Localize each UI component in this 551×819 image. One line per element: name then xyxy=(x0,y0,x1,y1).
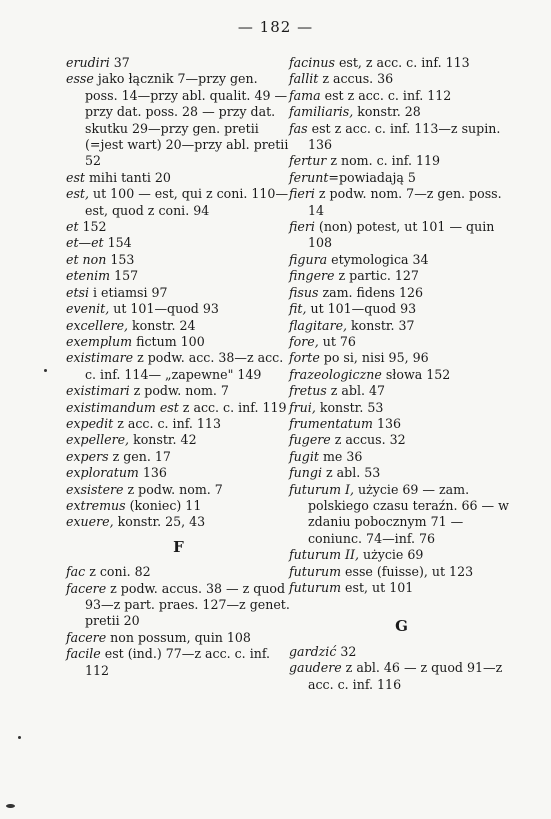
entry-headword: futurum I, xyxy=(289,481,354,497)
index-entry xyxy=(289,644,514,660)
index-entry xyxy=(289,219,514,252)
entry-headword: exemplum xyxy=(66,333,133,349)
entry-references: 32 xyxy=(336,643,357,659)
entry-references: z accus. 36 xyxy=(318,71,394,87)
entry-references: z accus. 32 xyxy=(330,432,406,448)
entry-headword: etsi xyxy=(66,284,90,300)
index-entry xyxy=(289,318,514,334)
index-entry xyxy=(289,121,514,154)
entry-references: konstr. 28 xyxy=(353,104,421,120)
entry-references: z gen. 17 xyxy=(108,448,171,464)
entry-references: użycie 69 xyxy=(358,547,424,563)
entry-headword: fugere xyxy=(289,432,331,448)
entry-references: słowa 152 xyxy=(381,366,451,382)
print-speck xyxy=(6,804,15,808)
entry-references: etymologica 34 xyxy=(327,251,429,267)
index-entry xyxy=(289,547,514,563)
entry-references: est (ind.) 77—z acc. c. inf. 112 xyxy=(85,646,271,678)
entry-references: konstr. 37 xyxy=(347,317,415,333)
entry-headword: fretus xyxy=(289,383,327,399)
entry-references: po si, nisi 95, 96 xyxy=(319,350,429,366)
entry-references: zam. fidens 126 xyxy=(318,284,424,300)
entry-headword: est xyxy=(66,169,85,185)
index-list-f-cont xyxy=(289,55,514,596)
entry-headword: fieri xyxy=(289,186,315,202)
entry-headword: facile xyxy=(66,646,101,662)
entry-references: z podw. nom. 7—z gen. poss. 14 xyxy=(308,186,502,218)
entry-headword: fisus xyxy=(289,284,319,300)
index-entry xyxy=(289,350,514,366)
entry-headword: gardzić xyxy=(289,643,337,659)
index-entry xyxy=(289,285,514,301)
entry-headword: est, xyxy=(66,186,89,202)
entry-references: non possum, quin 108 xyxy=(106,629,251,645)
entry-references: 136 xyxy=(372,415,402,431)
entry-headword: erudiri xyxy=(66,55,110,70)
index-entry xyxy=(66,285,291,301)
index-entry xyxy=(289,268,514,284)
index-entry xyxy=(66,55,291,71)
entry-references: konstr. 42 xyxy=(129,432,197,448)
entry-references: z nom. c. inf. 119 xyxy=(326,153,441,169)
entry-headword: exuere, xyxy=(66,514,114,530)
entry-headword: expers xyxy=(66,448,109,464)
index-entry xyxy=(66,449,291,465)
entry-headword: futurum xyxy=(289,580,342,595)
entry-references: est, ut 101 xyxy=(341,580,414,595)
index-entry xyxy=(289,416,514,432)
index-entry xyxy=(66,432,291,448)
entry-references: 136 xyxy=(138,465,167,481)
entry-headword: fingere xyxy=(289,268,335,284)
entry-headword: existimandum est xyxy=(66,399,179,415)
entry-references: z podw. accus. 38 — z quod 93—z part. praes. 127—z genet. pretii 20 xyxy=(85,580,290,629)
index-entry xyxy=(66,482,291,498)
entry-references: fictum 100 xyxy=(132,333,205,349)
entry-headword: ferunt xyxy=(289,169,329,185)
entry-headword: existimare xyxy=(66,350,134,366)
entry-references: est z acc. c. inf. 113—z supin. 136 xyxy=(307,120,501,153)
entry-headword: fit, xyxy=(289,301,307,317)
index-entry xyxy=(289,71,514,87)
entry-references: jako łącznik 7—przy gen. poss. 14—przy abl. qualit. 49 — przy dat. poss. 28 — przy dat. skutku 29—przy gen. pretii (=jest wart) 20—przy abl. pretii 52 xyxy=(85,71,289,169)
index-entry xyxy=(66,301,291,317)
index-entry xyxy=(66,581,291,630)
index-entry xyxy=(289,482,514,548)
entry-references: ut 76 xyxy=(318,333,356,349)
entry-references: 37 xyxy=(109,55,130,70)
section-letter-f: F xyxy=(173,537,184,556)
entry-references: (non) potest, ut 101 — quin 108 xyxy=(308,219,495,251)
entry-headword: forte xyxy=(289,350,320,366)
entry-references: z acc. c. inf. 119 xyxy=(178,399,287,415)
index-entry xyxy=(66,646,291,679)
entry-headword: fama xyxy=(289,87,321,103)
entry-references: mihi tanti 20 xyxy=(84,169,171,185)
index-entry xyxy=(289,432,514,448)
index-entry xyxy=(66,465,291,481)
entry-references: 152 xyxy=(78,219,107,235)
index-entry xyxy=(289,660,514,693)
index-column-left xyxy=(66,55,291,679)
entry-headword: frazeologiczne xyxy=(289,366,382,382)
entry-references: z coni. 82 xyxy=(85,564,151,580)
entry-headword: evenit, xyxy=(66,301,110,317)
entry-references: (koniec) 11 xyxy=(125,497,202,513)
entry-headword: familiaris, xyxy=(289,104,354,120)
entry-headword: et—et xyxy=(66,235,104,251)
index-entry xyxy=(66,219,291,235)
entry-headword: esse xyxy=(66,71,94,87)
entry-headword: existimari xyxy=(66,383,130,399)
entry-headword: expellere, xyxy=(66,432,130,448)
entry-references: i etiamsi 97 xyxy=(89,284,168,300)
index-entry xyxy=(289,186,514,219)
entry-references: est z acc. c. inf. 112 xyxy=(320,87,452,103)
index-entry xyxy=(289,367,514,383)
index-entry xyxy=(66,514,291,530)
entry-headword: exsistere xyxy=(66,481,124,497)
entry-references: ut 101—quod 93 xyxy=(109,301,219,317)
index-list-g xyxy=(289,644,514,693)
entry-references: 154 xyxy=(103,235,132,251)
entry-headword: gaudere xyxy=(289,660,342,676)
entry-headword: fas xyxy=(289,120,308,136)
index-entry xyxy=(289,564,514,580)
entry-headword: facinus xyxy=(289,55,335,70)
index-entry xyxy=(66,170,291,186)
entry-headword: futurum xyxy=(289,563,342,579)
index-entry xyxy=(66,350,291,383)
entry-references: z podw. nom. 7 xyxy=(129,383,229,399)
index-entry xyxy=(289,170,514,186)
index-entry xyxy=(289,383,514,399)
index-entry xyxy=(66,186,291,219)
entry-headword: extremus xyxy=(66,497,126,513)
entry-headword: etenim xyxy=(66,268,111,284)
index-entry xyxy=(66,268,291,284)
entry-references: ut 100 — est, qui z coni. 110—est, quod z coni. 94 xyxy=(85,186,289,218)
entry-references: 153 xyxy=(106,251,135,267)
entry-headword: flagitare, xyxy=(289,317,348,333)
index-list-f-start xyxy=(66,564,291,679)
print-speck xyxy=(44,369,47,372)
index-entry xyxy=(289,449,514,465)
entry-headword: facere xyxy=(66,629,107,645)
index-entry xyxy=(66,383,291,399)
entry-headword: fungi xyxy=(289,465,322,481)
entry-references: z acc. c. inf. 113 xyxy=(113,415,221,431)
index-entry xyxy=(66,416,291,432)
index-entry xyxy=(66,71,291,169)
entry-headword: et xyxy=(66,219,79,235)
entry-headword: frui, xyxy=(289,399,316,415)
entry-references: z podw. nom. 7 xyxy=(123,481,223,497)
index-entry xyxy=(289,465,514,481)
index-entry xyxy=(289,580,514,596)
index-entry xyxy=(289,88,514,104)
entry-headword: fore, xyxy=(289,333,319,349)
index-entry xyxy=(289,104,514,120)
index-column-right xyxy=(289,55,514,693)
index-list-e xyxy=(66,55,291,531)
index-entry xyxy=(289,334,514,350)
entry-references: użycie 69 — zam. polskiego czasu teraźn. 66 — w zdaniu pobocznym 71 —coniunc. 74—inf. 76 xyxy=(308,481,509,546)
entry-headword: futurum II, xyxy=(289,547,359,563)
entry-headword: figura xyxy=(289,251,328,267)
entry-headword: fugit xyxy=(289,448,319,464)
index-entry xyxy=(289,400,514,416)
entry-references: z podw. acc. 38—z acc. c. inf. 114— „zapewne" 149 xyxy=(85,350,284,382)
index-entry xyxy=(66,400,291,416)
entry-references: 157 xyxy=(110,268,139,284)
page-number: — 182 — xyxy=(237,18,314,36)
entry-headword: fac xyxy=(66,564,86,580)
entry-references: est, z acc. c. inf. 113 xyxy=(334,55,470,70)
entry-headword: fallit xyxy=(289,71,319,87)
entry-references: me 36 xyxy=(318,448,363,464)
entry-headword: frumentatum xyxy=(289,415,373,431)
entry-headword: exploratum xyxy=(66,465,139,481)
index-entry xyxy=(66,630,291,646)
index-entry xyxy=(66,334,291,350)
entry-references: konstr. 53 xyxy=(315,399,384,415)
entry-references: z partic. 127 xyxy=(334,268,419,284)
index-entry xyxy=(66,498,291,514)
print-speck xyxy=(18,736,21,739)
section-spacer xyxy=(289,596,514,610)
entry-headword: fieri xyxy=(289,219,315,235)
index-entry xyxy=(66,318,291,334)
entry-headword: excellere, xyxy=(66,317,129,333)
entry-headword: et non xyxy=(66,251,107,267)
index-entry xyxy=(289,153,514,169)
index-entry xyxy=(66,564,291,580)
entry-headword: facere xyxy=(66,580,107,596)
index-entry xyxy=(289,55,514,71)
entry-references: z abl. 53 xyxy=(321,465,381,481)
index-entry xyxy=(289,301,514,317)
entry-references: z abl. 46 — z quod 91—z acc. c. inf. 116 xyxy=(308,660,503,692)
index-entry xyxy=(289,252,514,268)
entry-headword: fertur xyxy=(289,153,327,169)
index-entry xyxy=(66,252,291,268)
entry-references: ut 101—quod 93 xyxy=(306,301,417,317)
entry-headword: expedit xyxy=(66,415,114,431)
entry-references: esse (fuisse), ut 123 xyxy=(341,563,474,579)
section-letter-g: G xyxy=(395,617,408,636)
entry-references: konstr. 25, 43 xyxy=(113,514,206,530)
entry-references: =powiadają 5 xyxy=(328,169,416,185)
entry-references: z abl. 47 xyxy=(326,383,386,399)
entry-references: konstr. 24 xyxy=(128,317,196,333)
index-entry xyxy=(66,235,291,251)
